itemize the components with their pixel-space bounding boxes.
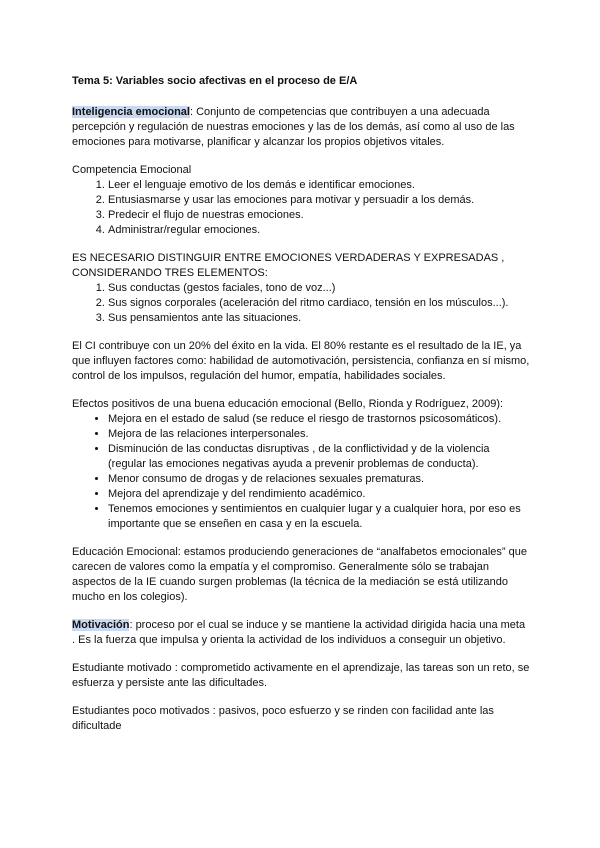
poco-motivados-paragraph: Estudiantes poco motivados : pasivos, poco esfuerzo y se rinden con facilidad ante las dificultade	[72, 705, 494, 732]
distinguir-heading: ES NECESARIO DISTINGUIR ENTRE EMOCIONES VERDADERAS Y EXPRESADAS , CONSIDERANDO TRES ELEMENTOS:	[72, 252, 505, 279]
list-item: • Tenemos emociones y sentimientos en cualquier lugar y a cualquier hora, por eso es importante que se enseñen en casa y en la escuela.	[108, 502, 530, 532]
list-item: 3. Sus pensamientos ante las situaciones.	[108, 311, 530, 326]
list-item: • Mejora del aprendizaje y del rendimiento académico.	[108, 487, 530, 502]
efectos-section	[72, 397, 530, 532]
competencia-heading: Competencia Emocional	[72, 164, 192, 176]
motivacion-term-highlight: Motivación	[72, 619, 130, 631]
ie-definition-text: : Conjunto de competencias que contribuyen a una adecuada percepción y regulación de nuestras emociones y las de los demás, así como al uso de las emociones para motivarse, planificar y alcanzar los propios objetivos vitales.	[72, 106, 515, 148]
competencia-section	[72, 163, 530, 238]
list-item: 3. Predecir el flujo de nuestras emociones.	[108, 208, 530, 223]
document-content	[72, 74, 530, 747]
efectos-list	[72, 412, 530, 532]
efectos-heading: Efectos positivos de una buena educación emocional (Bello, Rionda y Rodríguez, 2009):	[72, 398, 504, 410]
ci-paragraph: El CI contribuye con un 20% del éxito en la vida. El 80% restante es el resultado de la IE, ya que influyen factores como: habilidad de automotivación, persistencia, confianza en sí mismo, control de los impulsos, regulación del humor, empatía, habilidades sociales.	[72, 340, 530, 382]
list-item: 1. Sus conductas (gestos faciales, tono de voz...)	[108, 281, 530, 296]
distinguir-list	[72, 281, 530, 326]
list-item: • Mejora en el estado de salud (se reduce el riesgo de trastornos psicosomáticos).	[108, 412, 530, 427]
list-item: • Mejora de las relaciones interpersonales.	[108, 427, 530, 442]
ie-definition	[72, 105, 530, 150]
list-item: 2. Entusiasmarse y usar las emociones para motivar y persuadir a los demás.	[108, 193, 530, 208]
competencia-list	[72, 178, 530, 238]
motivacion-definition	[72, 618, 530, 648]
distinguir-section	[72, 251, 530, 326]
list-item: • Disminución de las conductas disruptivas , de la conflictividad y de la violencia (regular las emociones negativas ayuda a prevenir problemas de conducta).	[108, 442, 530, 472]
educacion-paragraph: Educación Emocional: estamos produciendo generaciones de “analfabetos emocionales” que carecen de valores como la empatía y el compromiso. Generalmente sólo se trabajan aspectos de la IE cuando surgen problemas (la técnica de la mediación se está utilizando mucho en los colegios).	[72, 546, 527, 603]
list-item: 4. Administrar/regular emociones.	[108, 223, 530, 238]
motivado-paragraph: Estudiante motivado : comprometido activamente en el aprendizaje, las tareas son un reto, se esfuerza y persiste ante las dificultades.	[72, 662, 530, 689]
list-item: • Menor consumo de drogas y de relaciones sexuales prematuras.	[108, 472, 530, 487]
list-item: 2. Sus signos corporales (aceleración del ritmo cardiaco, tensión en los músculos...).	[108, 296, 530, 311]
motivacion-definition-text: : proceso por el cual se induce y se mantiene la actividad dirigida hacia una meta . Es la fuerza que impulsa y orienta la actividad de los individuos a conseguir un objetivo.	[72, 619, 526, 646]
page-title: Tema 5: Variables socio afectivas en el proceso de E/A	[72, 75, 358, 87]
ie-term-highlight: Inteligencia emocional	[72, 106, 190, 118]
list-item: 1. Leer el lenguaje emotivo de los demás e identificar emociones.	[108, 178, 530, 193]
